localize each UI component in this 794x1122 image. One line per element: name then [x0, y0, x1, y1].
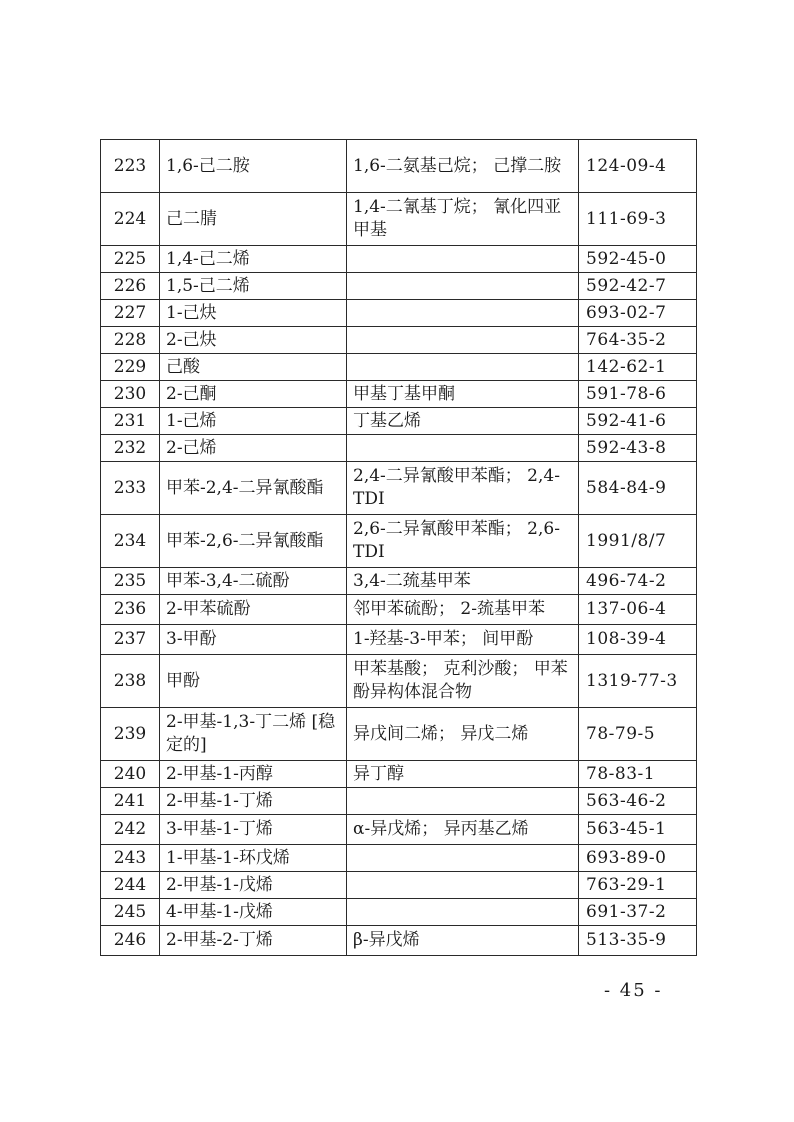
table-row: [101, 595, 697, 625]
cas-number-cell: 1319-77-3: [579, 655, 697, 708]
row-number-cell: 223: [101, 140, 160, 193]
cas-number-cell: 496-74-2: [579, 568, 697, 595]
table-row: [101, 435, 697, 462]
cas-number-cell: 763-29-1: [579, 872, 697, 899]
table-row: [101, 708, 697, 761]
chemical-name-cell: 1-己炔: [160, 300, 347, 327]
row-number-cell: 233: [101, 462, 160, 515]
chemical-name-cell: 1-己烯: [160, 408, 347, 435]
alias-cell: β-异戊烯: [347, 926, 579, 956]
chemical-name-cell: 2-甲苯硫酚: [160, 595, 347, 625]
chemical-name-cell: 2-己炔: [160, 327, 347, 354]
cas-number-cell: 693-89-0: [579, 845, 697, 872]
alias-cell: 甲苯基酸； 克利沙酸； 甲苯酚异构体混合物: [347, 655, 579, 708]
alias-cell: 1,4-二氰基丁烷； 氰化四亚甲基: [347, 193, 579, 246]
chemical-name-cell: 1,5-己二烯: [160, 273, 347, 300]
cas-number-cell: 1991/8/7: [579, 515, 697, 568]
cas-number-cell: 513-35-9: [579, 926, 697, 956]
cas-number-cell: 563-45-1: [579, 815, 697, 845]
table-body: [101, 140, 697, 956]
alias-cell: 异丁醇: [347, 761, 579, 788]
alias-cell: α-异戊烯； 异丙基乙烯: [347, 815, 579, 845]
chemical-name-cell: 2-甲基-1-丙醇: [160, 761, 347, 788]
cas-number-cell: 592-42-7: [579, 273, 697, 300]
table-row: [101, 327, 697, 354]
table-row: [101, 899, 697, 926]
row-number-cell: 243: [101, 845, 160, 872]
alias-cell: [347, 435, 579, 462]
row-number-cell: 228: [101, 327, 160, 354]
chemical-name-cell: 甲苯-2,4-二异氰酸酯: [160, 462, 347, 515]
cas-number-cell: 137-06-4: [579, 595, 697, 625]
cas-number-cell: 111-69-3: [579, 193, 697, 246]
chemical-name-cell: 己二腈: [160, 193, 347, 246]
chemical-name-cell: 4-甲基-1-戊烯: [160, 899, 347, 926]
table-row: [101, 408, 697, 435]
alias-cell: 甲基丁基甲酮: [347, 381, 579, 408]
table-row: [101, 246, 697, 273]
table-row: [101, 462, 697, 515]
cas-number-cell: 592-43-8: [579, 435, 697, 462]
chemical-name-cell: 甲苯-2,6-二异氰酸酯: [160, 515, 347, 568]
row-number-cell: 241: [101, 788, 160, 815]
row-number-cell: 224: [101, 193, 160, 246]
table-row: [101, 515, 697, 568]
row-number-cell: 246: [101, 926, 160, 956]
cas-number-cell: 124-09-4: [579, 140, 697, 193]
table-row: [101, 568, 697, 595]
table-row: [101, 625, 697, 655]
row-number-cell: 238: [101, 655, 160, 708]
alias-cell: [347, 845, 579, 872]
row-number-cell: 234: [101, 515, 160, 568]
row-number-cell: 237: [101, 625, 160, 655]
cas-number-cell: 108-39-4: [579, 625, 697, 655]
chemical-table: [100, 139, 697, 956]
cas-number-cell: 78-83-1: [579, 761, 697, 788]
alias-cell: 1,6-二氨基己烷； 己撑二胺: [347, 140, 579, 193]
page-number: - 45 -: [604, 980, 663, 1001]
cas-number-cell: 691-37-2: [579, 899, 697, 926]
table-row: [101, 193, 697, 246]
chemical-name-cell: 己酸: [160, 354, 347, 381]
row-number-cell: 231: [101, 408, 160, 435]
alias-cell: 2,4-二异氰酸甲苯酯； 2,4-TDI: [347, 462, 579, 515]
row-number-cell: 226: [101, 273, 160, 300]
table-row: [101, 872, 697, 899]
alias-cell: 3,4-二巯基甲苯: [347, 568, 579, 595]
cas-number-cell: 142-62-1: [579, 354, 697, 381]
alias-cell: 1-羟基-3-甲苯； 间甲酚: [347, 625, 579, 655]
alias-cell: [347, 872, 579, 899]
chemical-name-cell: 3-甲基-1-丁烯: [160, 815, 347, 845]
alias-cell: [347, 327, 579, 354]
row-number-cell: 229: [101, 354, 160, 381]
table-row: [101, 655, 697, 708]
alias-cell: 异戊间二烯； 异戊二烯: [347, 708, 579, 761]
alias-cell: [347, 899, 579, 926]
row-number-cell: 239: [101, 708, 160, 761]
table-row: [101, 354, 697, 381]
row-number-cell: 240: [101, 761, 160, 788]
table-row: [101, 381, 697, 408]
cas-number-cell: 693-02-7: [579, 300, 697, 327]
chemical-name-cell: 2-甲基-1,3-丁二烯 [稳定的]: [160, 708, 347, 761]
chemical-name-cell: 2-己酮: [160, 381, 347, 408]
chemical-name-cell: 2-己烯: [160, 435, 347, 462]
alias-cell: 丁基乙烯: [347, 408, 579, 435]
chemical-name-cell: 甲苯-3,4-二硫酚: [160, 568, 347, 595]
alias-cell: [347, 246, 579, 273]
alias-cell: 2,6-二异氰酸甲苯酯； 2,6-TDI: [347, 515, 579, 568]
chemical-name-cell: 3-甲酚: [160, 625, 347, 655]
chemical-name-cell: 1-甲基-1-环戊烯: [160, 845, 347, 872]
alias-cell: [347, 354, 579, 381]
cas-number-cell: 591-78-6: [579, 381, 697, 408]
table-row: [101, 926, 697, 956]
table-row: [101, 788, 697, 815]
cas-number-cell: 584-84-9: [579, 462, 697, 515]
cas-number-cell: 563-46-2: [579, 788, 697, 815]
alias-cell: [347, 273, 579, 300]
chemical-name-cell: 2-甲基-2-丁烯: [160, 926, 347, 956]
row-number-cell: 244: [101, 872, 160, 899]
alias-cell: 邻甲苯硫酚； 2-巯基甲苯: [347, 595, 579, 625]
cas-number-cell: 764-35-2: [579, 327, 697, 354]
alias-cell: [347, 788, 579, 815]
row-number-cell: 227: [101, 300, 160, 327]
chemical-name-cell: 2-甲基-1-丁烯: [160, 788, 347, 815]
table-row: [101, 845, 697, 872]
chemical-name-cell: 1,6-己二胺: [160, 140, 347, 193]
table-row: [101, 815, 697, 845]
table-row: [101, 761, 697, 788]
cas-number-cell: 592-41-6: [579, 408, 697, 435]
chemical-name-cell: 1,4-己二烯: [160, 246, 347, 273]
row-number-cell: 235: [101, 568, 160, 595]
row-number-cell: 245: [101, 899, 160, 926]
cas-number-cell: 592-45-0: [579, 246, 697, 273]
table-row: [101, 140, 697, 193]
row-number-cell: 242: [101, 815, 160, 845]
row-number-cell: 232: [101, 435, 160, 462]
row-number-cell: 225: [101, 246, 160, 273]
table-row: [101, 300, 697, 327]
chemical-name-cell: 2-甲基-1-戊烯: [160, 872, 347, 899]
alias-cell: [347, 300, 579, 327]
cas-number-cell: 78-79-5: [579, 708, 697, 761]
chemical-name-cell: 甲酚: [160, 655, 347, 708]
row-number-cell: 230: [101, 381, 160, 408]
row-number-cell: 236: [101, 595, 160, 625]
table-row: [101, 273, 697, 300]
